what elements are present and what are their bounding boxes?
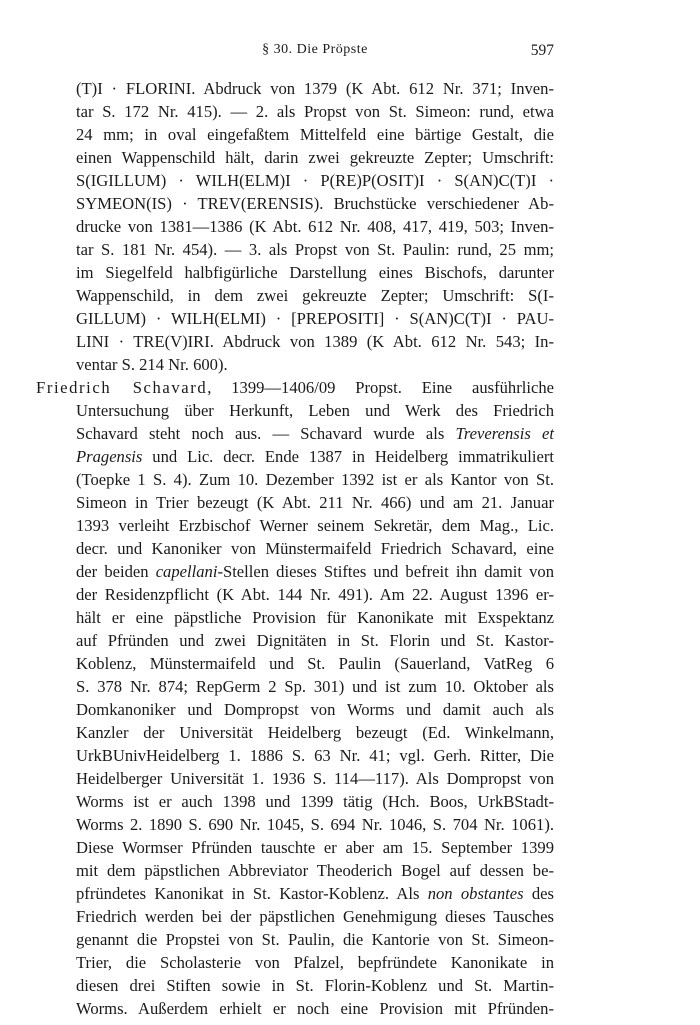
text-line: Untersuchung über Herkunft, Leben und Werk des Friedrich [76, 401, 554, 420]
text-line: im Siegelfeld halbfigürliche Darstellung eines Bischofs, darunter [76, 263, 554, 282]
text-line: decr. und Kanoniker von Münstermaifeld Friedrich Schavard, eine [76, 539, 554, 558]
person-name: Friedrich Schavard [36, 378, 208, 397]
text-line: GILLUM) · WILH(ELMI) · [PREPOSITI] · S(AN)C(T)I · PAU- [76, 309, 554, 328]
text-line: 1393 verleiht Erzbischof Werner seinem Sekretär, dem Mag., Lic. [76, 516, 554, 535]
section-title: § 30. Die Pröpste [262, 42, 368, 57]
text-line: Wappenschild, in dem zwei gekreuzte Zepter; Umschrift: S(I- [76, 286, 554, 305]
text-line: auf Pfründen und zwei Dignitäten in St. Florin und St. Kastor- [76, 631, 554, 650]
text-line: Heidelberger Universität 1. 1936 S. 114—117). Als Dompropst von [76, 769, 554, 788]
text-line: Worms ist er auch 1398 und 1399 tätig (Hch. Boos, UrkBStadt- [76, 792, 554, 811]
text-line: diesen drei Stiften sowie in St. Florin-Koblenz und St. Martin- [76, 976, 554, 995]
page-number: 597 [530, 42, 554, 59]
text-line: LINI · TRE(V)IRI. Abdruck von 1389 (K Abt. 612 Nr. 543; In- [76, 332, 554, 351]
entry-heading-line: Friedrich Schavard, 1399—1406/09 Propst. Eine ausführliche [36, 378, 554, 397]
text-line: tar S. 172 Nr. 415). — 2. als Propst von St. Simeon: rund, etwa [76, 102, 554, 121]
text-line: Trier, die Scholasterie von Pfalzel, bepfründete Kanonikate in [76, 953, 554, 972]
text-line: ventar S. 214 Nr. 600). [76, 355, 228, 374]
text-line: Kanzler der Universität Heidelberg bezeugt (Ed. Winkelmann, [76, 723, 554, 742]
text-line: 24 mm; in oval eingefaßtem Mittelfeld eine bärtige Gestalt, die [76, 125, 554, 144]
text-line: (Toepke 1 S. 4). Zum 10. Dezember 1392 ist er als Kantor von St. [76, 470, 554, 489]
text-line: der beiden capellani-Stellen dieses Stiftes und befreit ihn damit von [76, 562, 555, 581]
text-line: Domkanoniker und Dompropst von Worms und damit auch als [76, 700, 554, 719]
text-line: Schavard steht noch aus. — Schavard wurde als Treverensis et [76, 424, 554, 443]
text-line: Worms. Außerdem erhielt er noch eine Provision mit Pfründen- [76, 999, 554, 1018]
text-line: Friedrich werden bei der päpstlichen Genehmigung dieses Tausches [76, 907, 554, 926]
text-line: Pragensis und Lic. decr. Ende 1387 in Heidelberg immatrikuliert [76, 447, 554, 466]
text-line: UrkBUnivHeidelberg 1. 1886 S. 63 Nr. 41; vgl. Gerh. Ritter, Die [76, 746, 554, 765]
text-line: (T)I · FLORINI. Abdruck von 1379 (K Abt. 612 Nr. 371; Inven- [76, 79, 554, 98]
text-line: Worms 2. 1890 S. 690 Nr. 1045, S. 694 Nr. 1046, S. 704 Nr. 1061). [76, 815, 554, 834]
text-line: einen Wappenschild hält, darin zwei gekreuzte Zepter; Umschrift: [76, 148, 554, 167]
text-line: hält er eine päpstliche Provision für Kanonikate mit Exspektanz [76, 608, 554, 627]
text-line: Diese Wormser Pfründen tauschte er aber am 15. September 1399 [76, 838, 554, 857]
text-line: Koblenz, Münstermaifeld und St. Paulin (Sauerland, VatReg 6 [76, 654, 554, 673]
text-line: S. 378 Nr. 874; RepGerm 2 Sp. 301) und ist zum 10. Oktober als [76, 677, 554, 696]
running-head [76, 42, 554, 64]
text-line: der Residenzpflicht (K Abt. 144 Nr. 491). Am 22. August 1396 er- [76, 585, 554, 604]
text-line: genannt die Propstei von St. Paulin, die Kantorie von St. Simeon- [76, 930, 554, 949]
text-line: mit dem päpstlichen Abbreviator Theoderich Bogel auf dessen be- [76, 861, 554, 880]
text-line: Simeon in Trier bezeugt (K Abt. 211 Nr. 466) und am 21. Januar [76, 493, 554, 512]
text-line: S(IGILLUM) · WILH(ELM)I · P(RE)P(OSIT)I · S(AN)C(T)I · [76, 171, 554, 190]
text-line: SYMEON(IS) · TREV(ERENSIS). Bruchstücke verschiedener Ab- [76, 194, 554, 213]
text-line: pfründetes Kanonikat in St. Kastor-Koblenz. Als non obstantes des [76, 884, 554, 903]
text-line: tar S. 181 Nr. 454). — 3. als Propst von St. Paulin: rund, 25 mm; [76, 240, 554, 259]
text-line: drucke von 1381—1386 (K Abt. 612 Nr. 408, 417, 419, 503; Inven- [76, 217, 554, 236]
